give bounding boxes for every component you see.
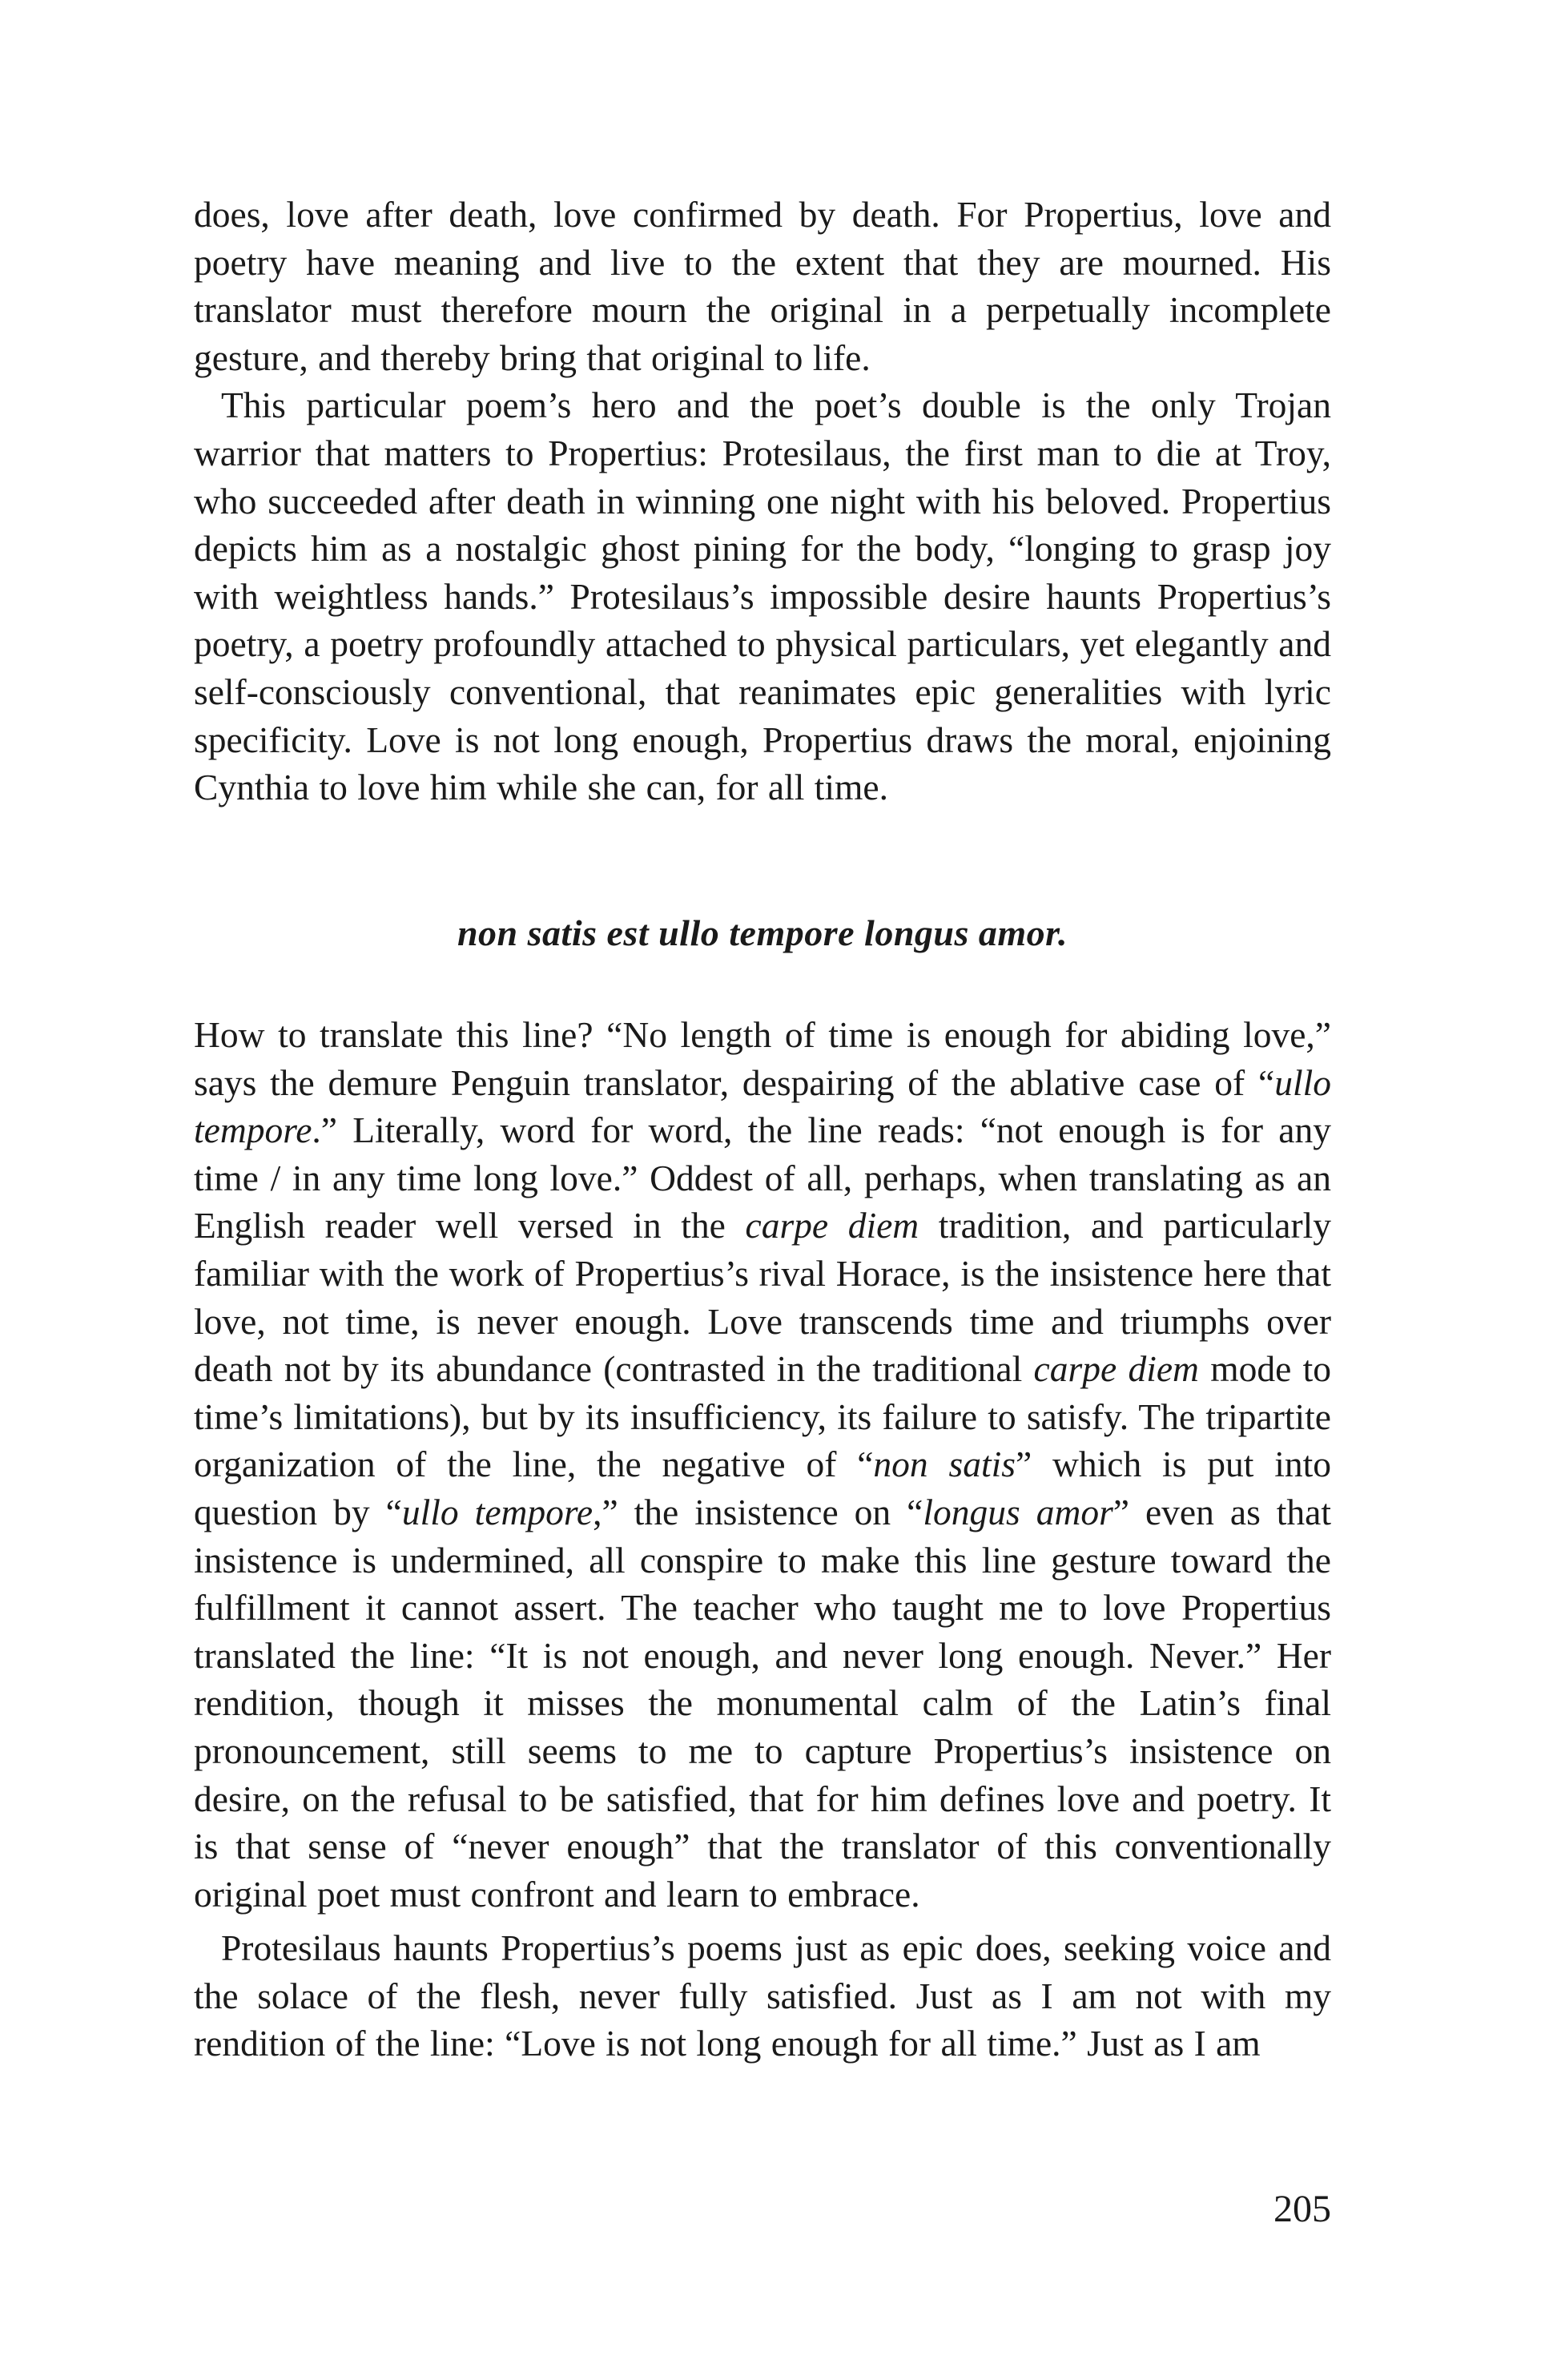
italic-phrase: non satis (873, 1444, 1016, 1485)
text-segment: tradition, and particularly familiar with the work of Propertius’s rival Horace, is the insistence here that love, not time, is never enough. Love transcends time and triumphs over death not by its abundance (contrasted in the traditional (194, 1205, 1331, 1390)
italic-phrase: carpe diem (1033, 1348, 1199, 1390)
paragraph-continuation: does, love after death, love confirmed by death. For Propertius, love and poetry have meaning and live to the extent that they are mourned. His translator must therefore mourn the original in a perpetually incomplete gesture, and thereby bring that original to life. (194, 194, 1331, 378)
text-segment: ,” the insistence on “ (593, 1491, 923, 1532)
latin-quotation: non satis est ullo tempore longus amor. (457, 912, 1068, 953)
text-segment: .” Literally, word for word, the line reads: “not enough is for any time / in any time long love.” Oddest of all, perhaps, when translating as an English reader well versed in the (194, 1109, 1331, 1246)
page-number: 205 (1273, 2188, 1331, 2230)
text-segment: How to translate this line? “No length of time is enough for abiding love,” says the demure Penguin translator, despairing of the ablative case of “ (194, 1014, 1331, 1103)
italic-phrase: ullo tempore (194, 1061, 1331, 1151)
paragraph-translation (194, 1011, 1331, 1918)
text-segment: ” which is put into question by “ (194, 1444, 1331, 1532)
italic-phrase: ullo tempore (401, 1491, 593, 1532)
paragraph-protesilaus: This particular poem’s hero and the poet’s double is the only Trojan warrior that matters to Propertius: Protesilaus, the first man to die at Troy, who succeeded after death in winning one night with his beloved. Propertius depicts him as a nostalgic ghost pining for the body, “longing to grasp joy with weightless hands.” Protesilaus’s impossible desire haunts Propertius’s poetry, a poetry profoundly attached to physical particulars, yet elegantly and self-consciously conventional, that reanimates epic generalities with lyric specificity. Love is not long enough, Propertius draws the moral, enjoining Cynthia to love him while she can, for all time. (194, 385, 1331, 808)
italic-phrase: longus amor (923, 1491, 1113, 1532)
body-text-bottom (194, 1011, 1331, 2068)
paragraph-closing: Protesilaus haunts Propertius’s poems just as epic does, seeking voice and the solace of the flesh, never fully satisfied. Just as I am not with my rendition of the line: “Love is not long enough for all time.” Just as I am (194, 1927, 1331, 2064)
text-segment: ” even as that insistence is undermined, all conspire to make this line gesture toward the fulfillment it cannot assert. The teacher who taught me to love Propertius translated the line: “It is not enough, and never long enough. Never.” Her rendition, though it misses the monumental calm of the Latin’s final pronouncement, still seems to me to capture Propertius’s insistence on desire, on the refusal to be satisfied, that for him defines love and poetry. It is that sense of “never enough” that the translator of this conventionally original poet must confront and learn to embrace. (194, 1491, 1332, 1915)
text-segment: mode to time’s limitations), but by its insufficiency, its failure to satisfy. The tripartite organization of the line, the negative of “ (194, 1348, 1331, 1485)
italic-phrase: carpe diem (745, 1205, 919, 1246)
body-text-top (194, 191, 1331, 811)
